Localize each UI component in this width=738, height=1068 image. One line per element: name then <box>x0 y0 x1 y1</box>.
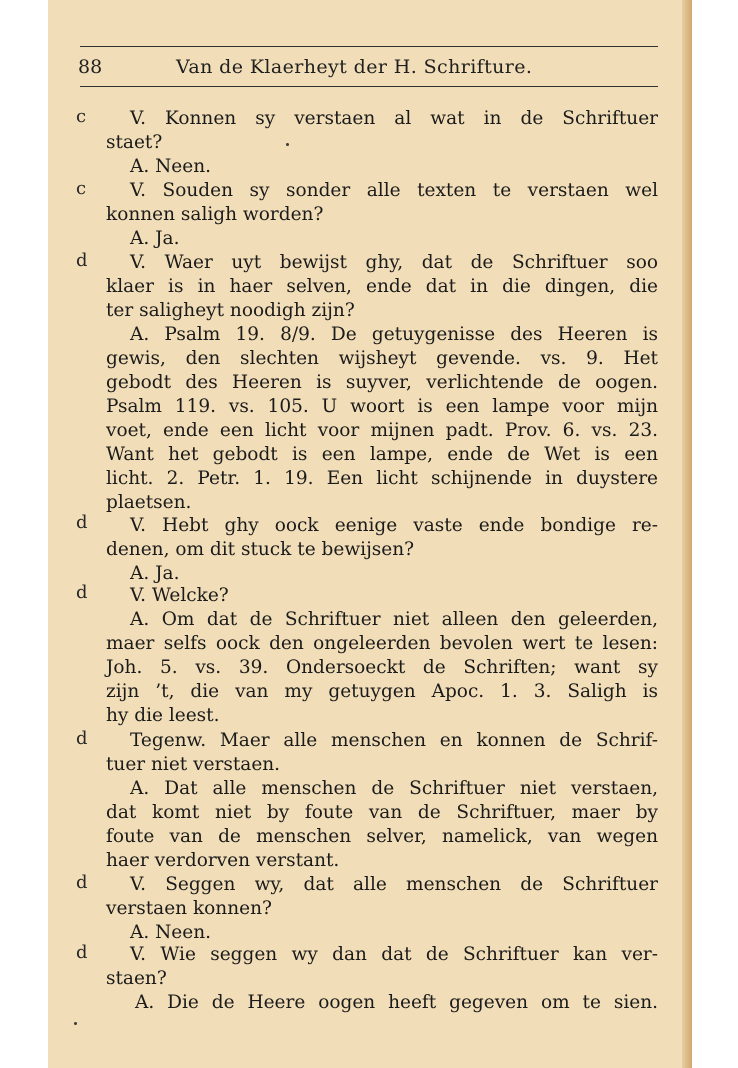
text-line: Psalm 119. vs. 105. U woort is een lampe voor mijn <box>106 396 658 417</box>
margin-mark: d <box>76 942 88 963</box>
text-line: zijn ’t, die van my getuygen Apoc. 1. 3. Saligh is <box>106 681 658 702</box>
margin-mark: d <box>76 728 88 749</box>
ink-speck <box>286 143 289 146</box>
margin-mark: d <box>76 582 88 603</box>
text-line: V. Waer uyt bewijst ghy, dat de Schriftuer soo <box>130 252 658 273</box>
text-line: V. Seggen wy, dat alle menschen de Schriftuer <box>130 874 658 895</box>
text-line: A. Neen. <box>130 922 212 943</box>
margin-mark: d <box>76 512 88 533</box>
header-rule-bottom <box>80 86 658 87</box>
text-line: A. Neen. <box>130 156 212 177</box>
text-line: klaer is in haer selven, ende dat in die dingen, die <box>106 276 658 297</box>
text-line: staet? <box>106 132 163 153</box>
text-line: tuer niet verstaen. <box>106 754 281 775</box>
header-rule-top <box>80 46 658 47</box>
text-line: ter saligheyt noodigh zijn? <box>106 300 355 321</box>
text-line: foute van de menschen selver, namelick, van wegen <box>106 826 658 847</box>
text-line: V. Welcke? <box>130 585 229 606</box>
text-line: voet, ende een licht voor mijnen padt. Prov. 6. vs. 23. <box>106 420 658 441</box>
text-line: V. Konnen sy verstaen al wat in de Schriftuer <box>130 108 658 129</box>
text-line: V. Wie seggen wy dan dat de Schriftuer kan ver- <box>130 944 658 965</box>
text-line: Want het gebodt is een lampe, ende de Wet is een <box>106 444 658 465</box>
text-line: verstaen konnen? <box>106 898 272 919</box>
text-line: A. Ja. <box>130 563 180 584</box>
text-line: A. Dat alle menschen de Schriftuer niet verstaen, <box>130 778 658 799</box>
margin-mark: d <box>76 872 88 893</box>
text-line: V. Souden sy sonder alle texten te verstaen wel <box>130 180 658 201</box>
text-line: Tegenw. Maer alle menschen en konnen de Schrif- <box>130 730 658 751</box>
text-line: gewis, den slechten wijsheyt gevende. vs. 9. Het <box>106 348 658 369</box>
text-line: dat komt niet by foute van de Schriftuer, maer by <box>106 802 658 823</box>
text-line: gebodt des Heeren is suyver, verlichtende de oogen. <box>106 372 658 393</box>
ink-speck <box>74 1022 77 1025</box>
margin-mark: c <box>76 106 87 127</box>
text-line: Joh. 5. vs. 39. Ondersoeckt de Schriften; want sy <box>106 657 658 678</box>
margin-mark: c <box>76 178 87 199</box>
running-title: Van de Klaerheyt der H. Schrifture. <box>176 56 533 78</box>
text-line: plaetsen. <box>106 492 192 513</box>
text-line: A. Psalm 19. 8/9. De getuygenisse des Heeren is <box>130 324 658 345</box>
text-line: haer verdorven verstant. <box>106 850 340 871</box>
text-line: denen, om dit stuck te bewijsen? <box>106 539 415 560</box>
text-line: maer selfs oock den ongeleerden bevolen wert te lesen: <box>106 633 658 654</box>
text-line: V. Hebt ghy oock eenige vaste ende bondige re- <box>130 515 658 536</box>
margin-mark: d <box>76 250 88 271</box>
text-line: licht. 2. Petr. 1. 19. Een licht schijnende in duystere <box>106 468 658 489</box>
page-edge-shadow <box>682 0 692 1068</box>
text-line: A. Ja. <box>130 228 180 249</box>
text-line: A. Die de Heere oogen heeft gegeven om te sien. <box>135 992 658 1013</box>
text-line: A. Om dat de Schriftuer niet alleen den geleerden, <box>130 609 658 630</box>
page-number: 88 <box>78 56 103 78</box>
text-line: konnen saligh worden? <box>106 204 324 225</box>
text-line: staen? <box>106 968 167 989</box>
text-line: hy die leest. <box>106 705 220 726</box>
